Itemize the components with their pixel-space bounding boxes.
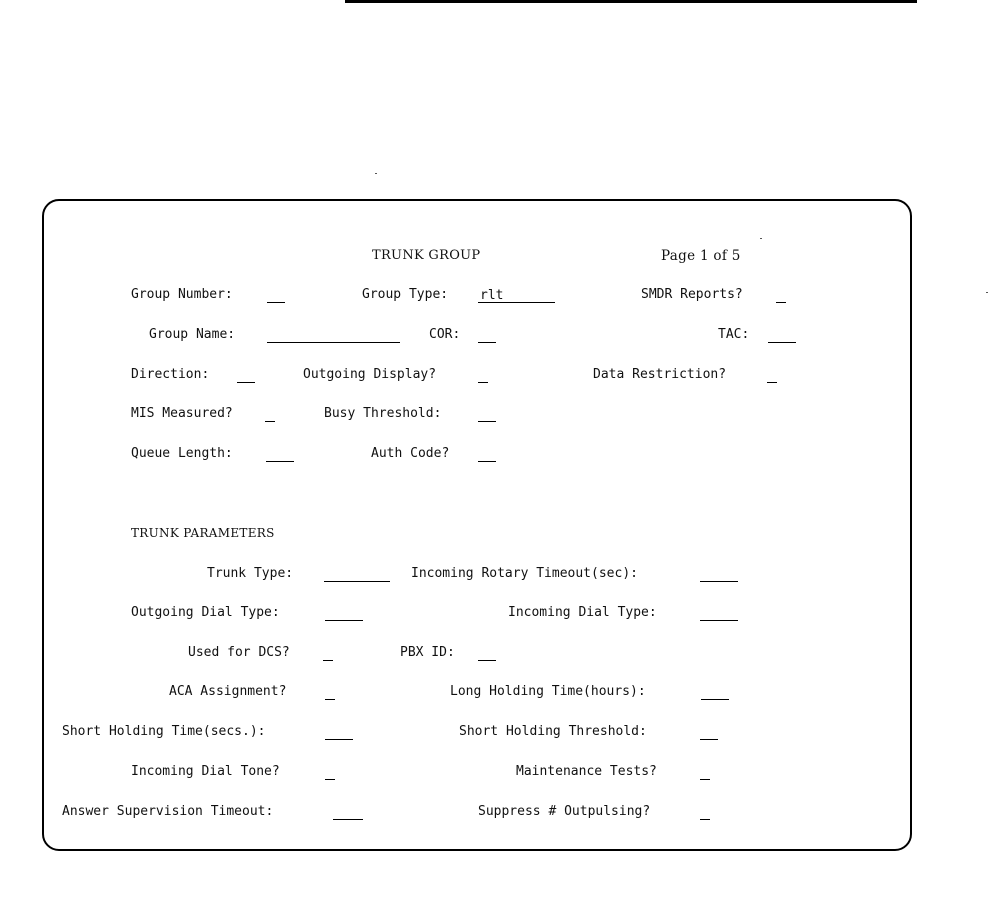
trunk-type-label: Trunk Type: [207,566,294,581]
group-type-field[interactable]: rlt [478,288,555,303]
suppress-outpulsing-label: Suppress # Outpulsing? [478,804,651,819]
pbx-id-field[interactable] [478,646,496,661]
outgoing-display-label: Outgoing Display? [303,367,437,382]
aca-assignment-label: ACA Assignment? [169,684,287,699]
trunk-type-field[interactable] [324,567,390,582]
long-holding-time-label: Long Holding Time(hours): [450,684,646,699]
queue-length-field[interactable] [266,447,294,462]
group-number-label: Group Number: [131,287,233,302]
direction-label: Direction: [131,367,210,382]
top-rule [345,0,917,3]
maintenance-tests-field[interactable] [700,765,710,780]
answer-supervision-timeout-label: Answer Supervision Timeout: [62,804,274,819]
aca-assignment-field[interactable] [325,685,335,700]
page-indicator: Page 1 of 5 [661,248,741,264]
outgoing-dial-type-label: Outgoing Dial Type: [131,605,280,620]
scan-speck [986,292,988,293]
smdr-reports-field[interactable] [776,288,786,303]
short-holding-threshold-field[interactable] [700,725,718,740]
form-title: TRUNK GROUP [372,248,481,263]
group-name-label: Group Name: [149,327,236,342]
incoming-rotary-timeout-field[interactable] [700,567,738,582]
scan-speck [375,173,377,174]
mis-measured-field[interactable] [265,407,275,422]
outgoing-dial-type-field[interactable] [325,606,363,621]
cor-field[interactable] [478,328,496,343]
auth-code-field[interactable] [478,447,496,462]
outgoing-display-field[interactable] [478,368,488,383]
tac-field[interactable] [768,328,796,343]
direction-field[interactable] [237,368,255,383]
maintenance-tests-label: Maintenance Tests? [516,764,657,779]
data-restriction-label: Data Restriction? [593,367,727,382]
used-for-dcs-field[interactable] [323,646,333,661]
tac-label: TAC: [718,327,750,342]
mis-measured-label: MIS Measured? [131,406,233,421]
group-number-field[interactable] [267,288,285,303]
smdr-reports-label: SMDR Reports? [641,287,743,302]
long-holding-time-field[interactable] [701,685,729,700]
busy-threshold-label: Busy Threshold: [324,406,442,421]
short-holding-threshold-label: Short Holding Threshold: [459,724,647,739]
incoming-rotary-timeout-label: Incoming Rotary Timeout(sec): [411,566,638,581]
incoming-dial-tone-field[interactable] [325,765,335,780]
used-for-dcs-label: Used for DCS? [188,645,290,660]
data-restriction-field[interactable] [767,368,777,383]
group-type-label: Group Type: [362,287,449,302]
incoming-dial-type-field[interactable] [700,606,738,621]
busy-threshold-field[interactable] [478,407,496,422]
short-holding-time-field[interactable] [325,725,353,740]
group-name-field[interactable] [267,328,400,343]
incoming-dial-type-label: Incoming Dial Type: [508,605,657,620]
incoming-dial-tone-label: Incoming Dial Tone? [131,764,280,779]
answer-supervision-timeout-field[interactable] [333,805,363,820]
auth-code-label: Auth Code? [371,446,450,461]
short-holding-time-label: Short Holding Time(secs.): [62,724,266,739]
cor-label: COR: [429,327,461,342]
pbx-id-label: PBX ID: [400,645,455,660]
suppress-outpulsing-field[interactable] [700,805,710,820]
queue-length-label: Queue Length: [131,446,233,461]
trunk-parameters-heading: TRUNK PARAMETERS [131,526,275,540]
